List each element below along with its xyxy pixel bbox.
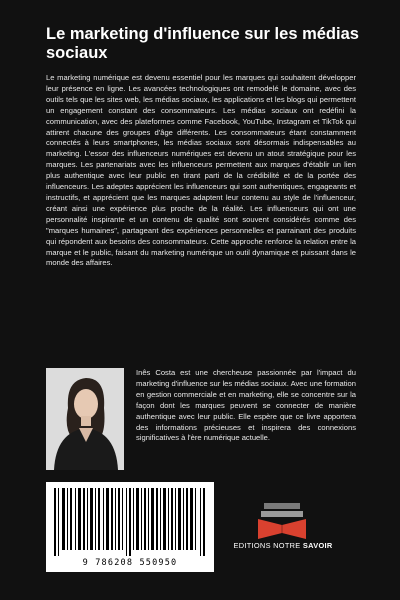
book-title: Le marketing d'influence sur les médias sociaux (46, 25, 359, 62)
author-bio: Inês Costa est une chercheuse passionnée par l'impact du marketing d'influence sur les médias sociaux. Avec une formation en gestion commerciale et en marketing, elle se concentre sur la façon dont les marques peuvent se connecter de manière authentique avec leur public. Elle espère que ce livre apportera des informations précieuses et inspirera des connexions significatives à l'ère numérique actuelle. (136, 368, 356, 443)
author-photo (46, 368, 124, 470)
isbn-digits: 9 786208 550950 (82, 558, 178, 568)
barcode-bars (52, 488, 208, 556)
publisher-name (228, 541, 338, 550)
isbn-barcode (46, 482, 214, 572)
publisher-logo-icon (258, 503, 306, 539)
publisher-prefix: EDITIONS NOTRE (233, 541, 303, 550)
publisher-brand: SAVOIR (302, 541, 333, 550)
book-blurb: Le marketing numérique est devenu essentiel pour les marques qui souhaitent développer leur présence en ligne. Les avancées technologiques ont remodelé le domaine, avec des outils tels que les sites web, les médias sociaux, les applications et les blogs qui permettent un engagement constant des consommateurs. Les médias sociaux ont redéfini la communication, avec des plateformes comme Facebook, YouTube, Instagram et TikTok qui attirent chacune des groupes d'âge différents. Les consommateurs étant constamment connectés à leurs smartphones, les médias sociaux sont désormais indispensables au marketing. L'essor des influenceurs numériques est devenu un atout stratégique pour les marques. Les partenariats avec les influenceurs permettent aux marques d'établir un lien plus authentique avec leur public en tirant parti de la crédibilité et de la portée des influenceurs. Les adeptes apprécient les influenceurs qui sont authentiques, engageants et instructifs, et apprécient que les marques adaptent leur contenu au style de l'influenceur, créant ainsi une expérience plus proche de la réalité. Les influenceurs qui ont une personnalité inspirante et un contenu de qualité sont souvent considérés comme des "marques humaines", partageant des expériences personnelles et parrainant des produits qui répondent aux besoins des consommateurs. Cette approche renforce la relation entre la marque et le public, faisant du marketing numérique un outil dynamique et puissant dans le monde des affaires. (46, 73, 356, 268)
